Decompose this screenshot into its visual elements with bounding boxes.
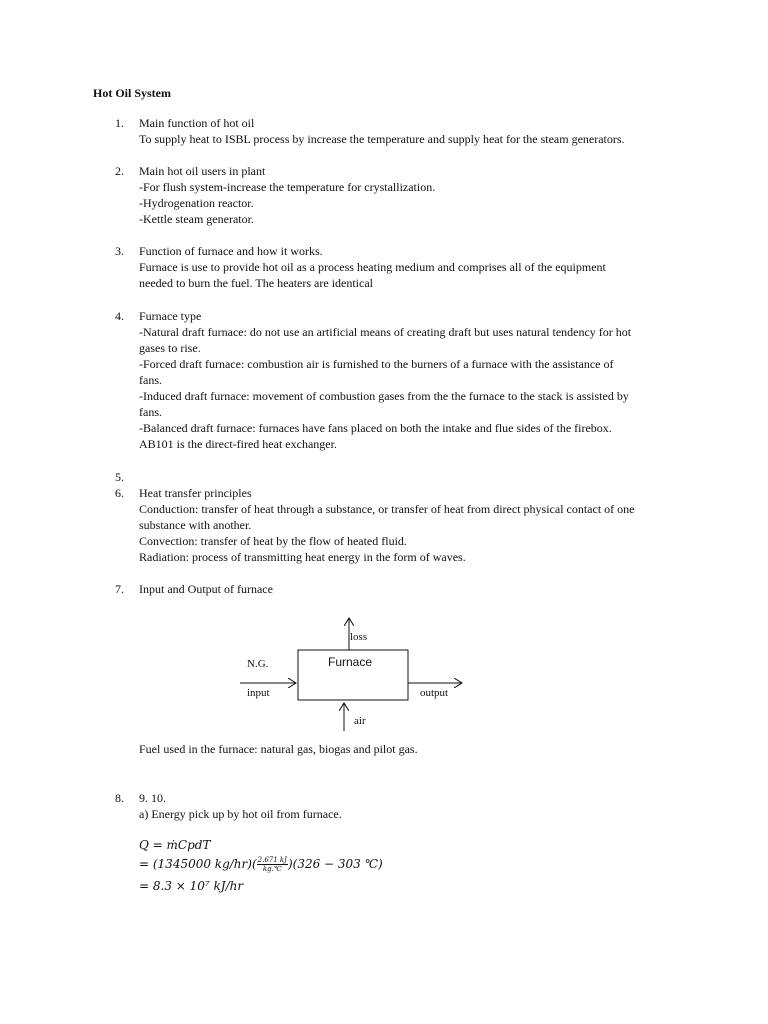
fraction-numerator: 2.671 kJ <box>257 856 287 864</box>
ng-label: N.G. <box>247 658 269 670</box>
section-number: 8. <box>115 791 124 805</box>
section-text: -For flush system-increase the temperature for crystallization. <box>139 180 436 194</box>
section-text: needed to burn the fuel. The heaters are identical <box>139 276 374 290</box>
section-heading: Function of furnace and how it works. <box>139 244 323 258</box>
furnace-diagram <box>230 610 480 735</box>
section-text: -Hydrogenation reactor. <box>139 196 254 210</box>
fraction-denominator: kg.℃ <box>262 865 282 873</box>
input-label: input <box>247 687 270 699</box>
section-text: -Natural draft furnace: do not use an artificial means of creating draft but uses natural tendency for hot <box>139 325 632 339</box>
equation-prefix: = (1345000 kg/hr)( <box>139 857 257 871</box>
section-text: -Balanced draft furnace: furnaces have fans placed on both the intake and flue sides of the firebox. <box>139 421 612 435</box>
section-text: Convection: transfer of heat by the flow of heated fluid. <box>139 534 407 548</box>
document-title: Hot Oil System <box>93 86 171 100</box>
section-2 <box>115 163 675 227</box>
section-1 <box>115 115 675 147</box>
section-text: Furnace is use to provide hot oil as a process heating medium and comprises all of the equipment <box>139 260 606 274</box>
section-text: -Induced draft furnace: movement of combustion gases from the the furnace to the stack is assisted by <box>139 389 629 403</box>
section-text: a) Energy pick up by hot oil from furnace. <box>139 807 342 821</box>
section-text: -Kettle steam generator. <box>139 212 254 226</box>
equation-line-1: Q = ṁCpdT <box>139 838 211 852</box>
section-number: 6. <box>115 486 124 500</box>
furnace-label: Furnace <box>328 655 373 669</box>
section-text: Conduction: transfer of heat through a substance, or transfer of heat from direct physical contact of one <box>139 502 635 516</box>
fuel-note: Fuel used in the furnace: natural gas, biogas and pilot gas. <box>139 742 418 756</box>
equation-line-2 <box>139 856 383 873</box>
section-number: 2. <box>115 164 124 178</box>
section-7 <box>115 581 675 597</box>
section-6 <box>115 485 675 565</box>
section-text: fans. <box>139 373 162 387</box>
section-heading: Input and Output of furnace <box>139 582 273 596</box>
section-heading: 9. 10. <box>139 791 166 805</box>
section-heading: Heat transfer principles <box>139 486 252 500</box>
section-heading: Furnace type <box>139 309 202 323</box>
section-text: fans. <box>139 405 162 419</box>
equation-line-3: = 8.3 × 10⁷ kJ/hr <box>139 879 244 893</box>
section-text: gases to rise. <box>139 341 201 355</box>
section-text: Radiation: process of transmitting heat energy in the form of waves. <box>139 550 466 564</box>
section-number: 5. <box>115 470 124 484</box>
section-number: 4. <box>115 309 124 323</box>
section-text: AB101 is the direct-fired heat exchanger. <box>139 437 337 451</box>
section-heading: Main hot oil users in plant <box>139 164 266 178</box>
section-text: substance with another. <box>139 518 252 532</box>
section-number: 3. <box>115 244 124 258</box>
equation-suffix: )(326 − 303 ℃) <box>287 857 383 871</box>
section-number: 1. <box>115 116 124 130</box>
section-text: -Forced draft furnace: combustion air is furnished to the burners of a furnace with the assistance of <box>139 357 614 371</box>
section-3 <box>115 243 675 291</box>
output-label: output <box>420 687 449 699</box>
section-8 <box>115 790 675 822</box>
loss-label: loss <box>350 631 368 643</box>
air-label: air <box>354 715 366 727</box>
section-4 <box>115 308 675 452</box>
equation-fraction <box>257 856 288 873</box>
section-heading: Main function of hot oil <box>139 116 255 130</box>
fuel-note-block <box>115 741 675 757</box>
section-number: 7. <box>115 582 124 596</box>
section-text: To supply heat to ISBL process by increase the temperature and supply heat for the steam generators. <box>139 132 625 146</box>
